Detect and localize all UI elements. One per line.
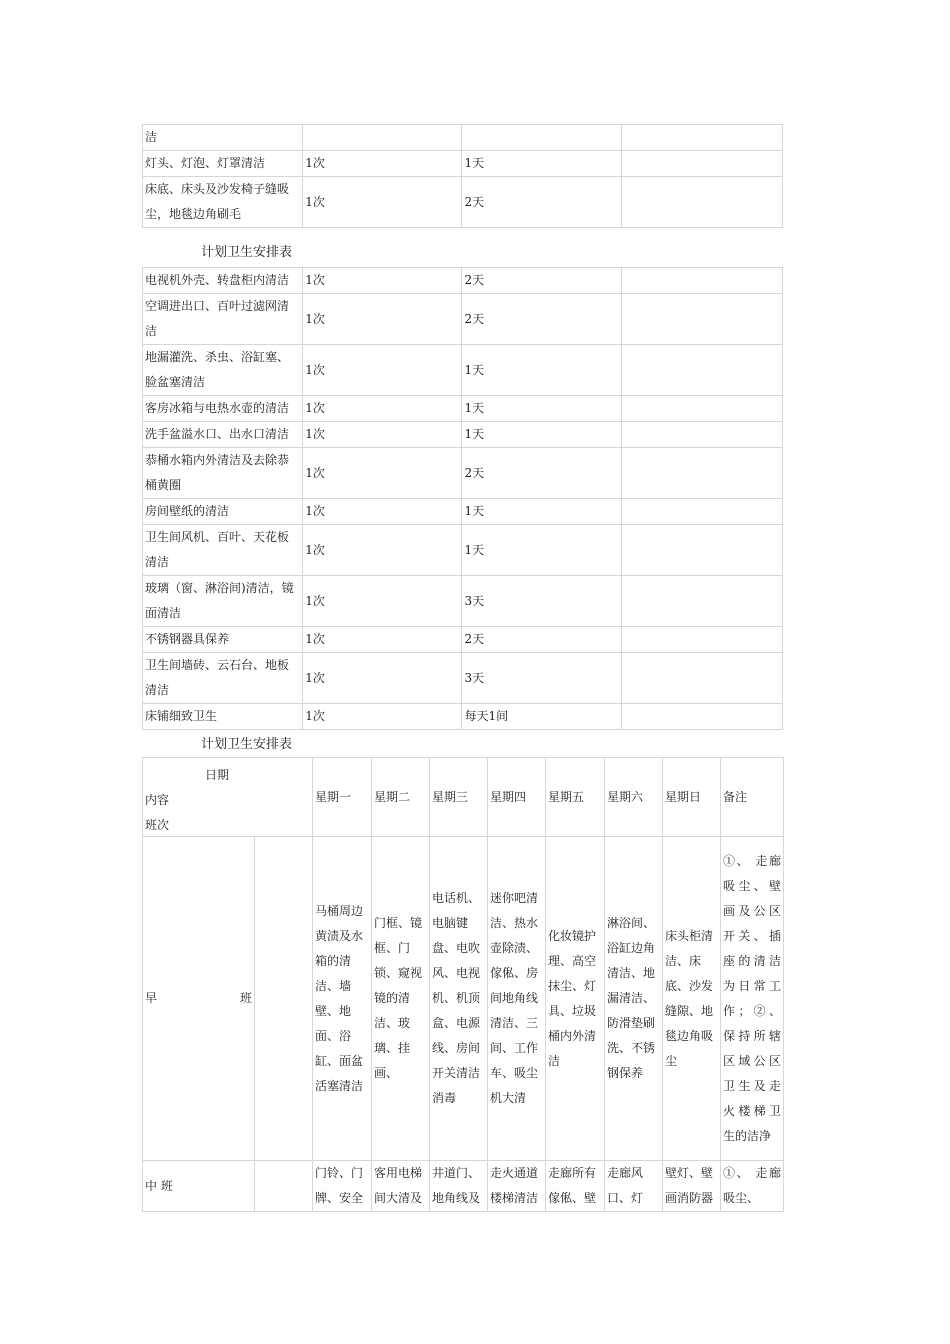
empty-cell <box>255 837 313 1161</box>
note-cell <box>621 294 782 345</box>
note-cell <box>621 396 782 422</box>
note-cell <box>621 704 782 730</box>
times-cell: 1次 <box>303 268 462 294</box>
note-cell <box>621 525 782 576</box>
remark-cell: ①、 走廊吸尘、壁画及公区开关、插座的清洁为日常工作；②、 保持所辖区域公区卫生及走火楼梯卫生的洁净 <box>721 837 784 1161</box>
table-row <box>143 704 783 730</box>
times-cell: 1次 <box>303 525 462 576</box>
item-cell: 空调进出口、百叶过滤网清洁 <box>143 294 303 345</box>
schedule-cell: 化妆镜护理、高空抹尘、灯具、垃圾桶内外清洁 <box>546 837 605 1161</box>
schedule-header-row <box>143 758 784 837</box>
times-cell: 1次 <box>303 576 462 627</box>
schedule-cell: 电话机、电脑键盘、电吹风、电视机、机顶盒、电源线、房间开关清洁消毒 <box>430 837 488 1161</box>
schedule-cell: 井道门、地角线及 <box>430 1161 488 1212</box>
table-row <box>143 448 783 499</box>
schedule-cell: 淋浴间、浴缸边角清洁、地漏清洁、防滑垫刷洗、不锈钢保养 <box>605 837 663 1161</box>
table-caption: 计划卫生安排表 <box>201 245 293 260</box>
cycle-cell: 1天 <box>462 499 621 525</box>
schedule-cell: 客用电梯间大清及 <box>372 1161 430 1212</box>
times-cell: 1次 <box>303 177 462 228</box>
cycle-cell <box>462 125 621 151</box>
cycle-cell: 2天 <box>462 448 621 499</box>
table-row <box>143 294 783 345</box>
note-cell <box>621 653 782 704</box>
schedule-cell: 走廊所有傢俬、壁 <box>546 1161 605 1212</box>
table-row <box>143 525 783 576</box>
cycle-cell: 1天 <box>462 422 621 448</box>
cycle-cell: 1天 <box>462 151 621 177</box>
cycle-cell: 3天 <box>462 653 621 704</box>
middle-shift-row <box>143 1161 784 1212</box>
header-content-label: 内容 <box>145 793 170 807</box>
table-row <box>143 151 783 177</box>
times-cell: 1次 <box>303 499 462 525</box>
note-cell <box>621 125 782 151</box>
times-cell: 1次 <box>303 448 462 499</box>
item-cell: 卫生间风机、百叶、天花板清洁 <box>143 525 303 576</box>
item-cell: 客房冰箱与电热水壶的清洁 <box>143 396 303 422</box>
schedule-cell: 门铃、门牌、安全 <box>313 1161 372 1212</box>
table-row <box>143 627 783 653</box>
item-cell: 电视机外壳、转盘柜内清洁 <box>143 268 303 294</box>
note-cell <box>621 422 782 448</box>
table-row <box>143 268 783 294</box>
schedule-cell: 走廊风口、灯 <box>605 1161 663 1212</box>
item-cell: 灯头、灯泡、灯罩清洁 <box>143 151 303 177</box>
note-cell <box>621 627 782 653</box>
item-cell: 不锈钢器具保养 <box>143 627 303 653</box>
middle-shift-label: 中 班 <box>143 1161 255 1212</box>
note-cell <box>621 345 782 396</box>
cycle-cell: 2天 <box>462 627 621 653</box>
day-header: 星期二 <box>372 758 430 837</box>
cycle-cell: 3天 <box>462 576 621 627</box>
table-row <box>143 422 783 448</box>
header-shift-label: 班次 <box>145 818 170 832</box>
remark-cell: ①、 走廊吸尘、 <box>721 1161 784 1212</box>
note-cell <box>621 268 782 294</box>
cycle-cell: 2天 <box>462 268 621 294</box>
table-row <box>143 653 783 704</box>
cycle-cell: 2天 <box>462 177 621 228</box>
table-row <box>143 345 783 396</box>
schedule-cell: 马桶周边黄渍及水箱的清洁、墙壁、地面、浴缸、面盆活塞清洁 <box>313 837 372 1161</box>
note-cell <box>621 448 782 499</box>
item-cell: 玻璃（窗、淋浴间)清洁，镜面清洁 <box>143 576 303 627</box>
times-cell: 1次 <box>303 653 462 704</box>
item-cell: 房间壁纸的清洁 <box>143 499 303 525</box>
item-cell: 地漏灌洗、杀虫、浴缸塞、脸盆塞清洁 <box>143 345 303 396</box>
schedule-cell: 走火通道楼梯清洁 <box>488 1161 546 1212</box>
schedule-cell: 壁灯、壁画消防器 <box>663 1161 721 1212</box>
times-cell: 1次 <box>303 345 462 396</box>
table-caption: 计划卫生安排表 <box>201 737 293 752</box>
times-cell <box>303 125 462 151</box>
table-row <box>143 177 783 228</box>
schedule-cell: 迷你吧清洁、热水壶除渍、傢俬、房间地角线清洁、三间、工作车、吸尘机大清 <box>488 837 546 1161</box>
schedule-cell: 门框、镜框、门锁、窥视镜的清洁、玻璃、挂画、 <box>372 837 430 1161</box>
item-cell: 卫生间墙砖、云石台、地板清洁 <box>143 653 303 704</box>
times-cell: 1次 <box>303 294 462 345</box>
day-header: 星期日 <box>663 758 721 837</box>
cleaning-table-top <box>142 124 783 228</box>
table-row <box>143 396 783 422</box>
item-cell: 床铺细致卫生 <box>143 704 303 730</box>
day-header: 星期一 <box>313 758 372 837</box>
day-header: 星期五 <box>546 758 605 837</box>
empty-cell <box>255 1161 313 1212</box>
cleaning-table-middle <box>142 267 783 730</box>
weekly-schedule-table <box>142 757 784 1212</box>
item-cell: 洁 <box>143 125 303 151</box>
item-cell: 床底、床头及沙发椅子缝吸尘，地毯边角刷毛 <box>143 177 303 228</box>
note-cell <box>621 177 782 228</box>
header-corner-cell <box>143 758 313 837</box>
day-header: 星期四 <box>488 758 546 837</box>
cycle-cell: 1天 <box>462 525 621 576</box>
note-cell <box>621 499 782 525</box>
table-row <box>143 576 783 627</box>
cycle-cell: 每天1间 <box>462 704 621 730</box>
note-cell <box>621 576 782 627</box>
item-cell: 恭桶水箱内外清洁及去除恭桶黄圈 <box>143 448 303 499</box>
remark-header: 备注 <box>721 758 784 837</box>
item-cell: 洗手盆溢水口、出水口清洁 <box>143 422 303 448</box>
schedule-cell: 床头柜清洁、床底、沙发缝隙、地毯边角吸尘 <box>663 837 721 1161</box>
times-cell: 1次 <box>303 396 462 422</box>
day-header: 星期六 <box>605 758 663 837</box>
early-shift-row <box>143 837 784 1161</box>
note-cell <box>621 151 782 177</box>
cycle-cell: 1天 <box>462 396 621 422</box>
times-cell: 1次 <box>303 422 462 448</box>
day-header: 星期三 <box>430 758 488 837</box>
cycle-cell: 1天 <box>462 345 621 396</box>
times-cell: 1次 <box>303 151 462 177</box>
times-cell: 1次 <box>303 704 462 730</box>
table-row <box>143 499 783 525</box>
cycle-cell: 2天 <box>462 294 621 345</box>
early-shift-label: 早班 <box>143 837 255 1161</box>
times-cell: 1次 <box>303 627 462 653</box>
header-date-label: 日期 <box>205 768 230 782</box>
table-row <box>143 125 783 151</box>
